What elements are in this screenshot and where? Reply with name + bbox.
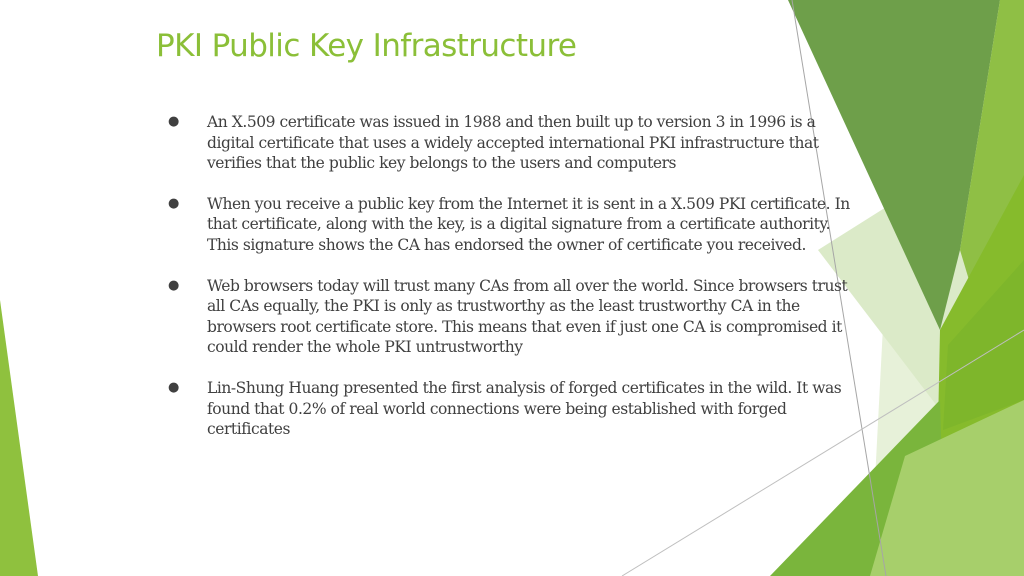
decor-left-wedge [0,300,38,576]
bullet-item [168,112,858,174]
bullet-point-icon: ● [168,379,180,395]
bullet-text: Lin-Shung Huang presented the first analysis of forged certificates in the wild. It was found that 0.2% of real world connections were being established with forged certificates [207,378,842,439]
bullet-list [168,112,858,460]
bullet-point-icon: ● [168,277,180,293]
slide-title: PKI Public Key Infrastructure [156,28,577,64]
bullet-point-icon: ● [168,195,180,211]
bullet-item [168,194,858,256]
bullet-text: Web browsers today will trust many CAs from all over the world. Since browsers trust all CAs equally, the PKI is only as trustworthy as the least trustworthy CA in the browsers root certificate store. This means that even if just one CA is compromised it could render the whole PKI untrustworthy [207,276,848,357]
bullet-text: When you receive a public key from the Internet it is sent in a X.509 PKI certificate. In that certificate, along with the key, is a digital signature from a certificate authority. This signature shows the CA has endorsed the owner of certificate you received. [207,194,850,254]
bullet-text: An X.509 certificate was issued in 1988 and then built up to version 3 in 1996 is a digital certificate that uses a widely accepted international PKI infrastructure that verifies that the public key belongs to the users and computers [207,113,819,173]
bullet-point-icon: ● [168,114,180,129]
bullet-item [168,276,858,358]
bullet-item [168,378,858,440]
